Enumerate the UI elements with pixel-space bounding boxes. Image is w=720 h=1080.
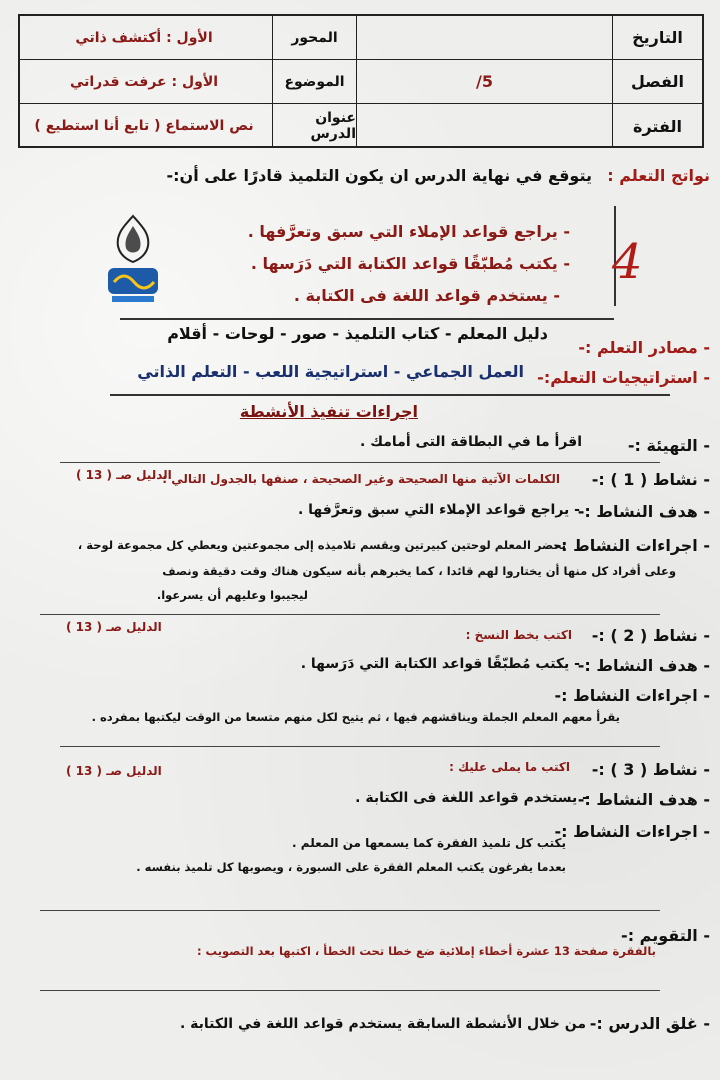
outcome-item: - يستخدم قواعد اللغة فى الكتابة . [293,286,560,305]
topic-label: الموضوع [272,60,356,103]
activity2-label: - نشاط ( 2 ) :- [591,626,710,645]
date-value [356,16,612,59]
evaluation-value: بالفقرة صفحة 13 عشرة أخطاء إملائية ضع خطا تحت الخطأ ، اكتبها بعد التصويب : [196,944,656,958]
class-value: 5/ [356,60,612,103]
warmup-label: - التهيئة :- [627,436,710,455]
class-label: الفصل [612,60,702,103]
section-divider [40,910,660,911]
outcomes-count: 4 [612,234,643,290]
activity1-procedure-line: وعلى أفراد كل منها أن يختاروا لهم قائدا ، كما يخبرهم بأنه سيكون هناك وقت دقيقة ونصف [162,564,676,578]
activity1-task: الكلمات الآتية منها الصحيحة وغير الصحيحة ، صنفها بالجدول التالي : [162,472,560,486]
sources-value: دليل المعلم - كتاب التلميذ - صور - لوحات - أقلام [167,324,548,343]
section-divider [60,462,660,463]
curriculum-logo [102,212,164,308]
period-label: الفترة [612,104,702,148]
closing-label: - غلق الدرس :- [589,1014,710,1033]
period-value [356,104,612,148]
procedures-title: اجراءات تنفيذ الأنشطة [239,402,418,421]
activity3-procedure-line: يكتب كل تلميذ الفقرة كما يسمعها من المعلم . [292,836,566,850]
header-row-1 [20,16,702,60]
axis-value: الأول : أكتشف ذاتي [75,29,213,46]
outcomes-label: نواتج التعلم : [607,166,710,185]
outcomes-intro: يتوقع في نهاية الدرس ان يكون التلميذ قادرًا على أن:- [166,166,592,185]
activity2-guide-ref: الدليل صـ ( 13 ) [66,620,162,634]
warmup-value: اقرأ ما في البطاقة التى أمامك . [360,434,582,450]
strategies-label: - استراتيجيات التعلم:- [537,368,710,387]
logo-emblem-icon [102,212,164,308]
activity3-goal-value: - يستخدم قواعد اللغة فى الكتابة . [355,790,588,806]
lesson-header-table [18,14,704,148]
section-divider [40,614,660,615]
activity3-procedure-label: - اجراءات النشاط :- [554,822,710,841]
activity3-task: اكتب ما يملى عليك : [449,760,570,774]
header-row-2 [20,60,702,104]
evaluation-label: - التقويم :- [621,926,710,945]
activity3-procedure-line: بعدما يفرغون يكتب المعلم الفقرة على السبورة ، ويصوبها كل تلميذ بنفسه . [136,860,566,874]
outcome-item: - يراجع قواعد الإملاء التي سبق وتعرَّفها . [247,222,570,241]
strategies-value: العمل الجماعي - استراتيجية اللعب - التعلم الذاتي [137,362,524,381]
lesson-title-label: عنوان الدرس [272,104,356,148]
axis-label: المحور [272,16,356,59]
lesson-title-value: نص الاستماع ( تابع أنا استطيع ) [34,118,254,134]
activity3-goal-label: - هدف النشاط :- [577,790,710,809]
outcome-item: - يكتب مُطبّقًا قواعد الكتابة التي دَرَسها . [250,254,570,273]
strategies-underline [110,394,670,396]
section-divider [60,746,660,747]
topic-value: الأول : عرفت قدراتي [69,73,219,90]
outcomes-underline [120,318,614,320]
closing-value: من خلال الأنشطة السابقة يستخدم قواعد اللغة في الكتابة . [179,1016,586,1032]
activity1-goal-label: - هدف النشاط :- [577,502,710,521]
activity2-procedure-line: يقرأ معهم المعلم الجملة ويناقشهم فيها ، ثم يتيح لكل منهم متسعا من الوقت ليكتبها بمفرده . [91,710,620,724]
activity1-goal-value: - يراجع قواعد الإملاء التي سبق وتعرَّفها . [297,502,580,518]
date-label: التاريخ [612,16,702,59]
activity1-procedure-label: - اجراءات النشاط :- [554,536,710,555]
activity1-procedure-line: ليجيبوا وعليهم أن يسرعوا. [156,588,308,602]
section-divider [40,990,660,991]
header-row-3 [20,104,702,148]
sources-label: - مصادر التعلم :- [578,338,710,357]
activity1-label: - نشاط ( 1 ) :- [591,470,710,489]
activity1-procedure-line: يحضر المعلم لوحتين كبيرتين ويقسم تلاميذه إلى مجموعتين ويعطي كل مجموعة لوحة ، [77,538,566,552]
activity3-label: - نشاط ( 3 ) :- [591,760,710,779]
activity2-procedure-label: - اجراءات النشاط :- [554,686,710,705]
activity2-task: اكتب بخط النسخ : [465,628,572,642]
activity1-guide-ref: الدليل صـ ( 13 ) [76,468,172,482]
activity3-guide-ref: الدليل صـ ( 13 ) [66,764,162,778]
activity2-goal-label: - هدف النشاط :- [577,656,710,675]
activity2-goal-value: - يكتب مُطبّقًا قواعد الكتابة التي دَرَسها . [300,656,580,672]
